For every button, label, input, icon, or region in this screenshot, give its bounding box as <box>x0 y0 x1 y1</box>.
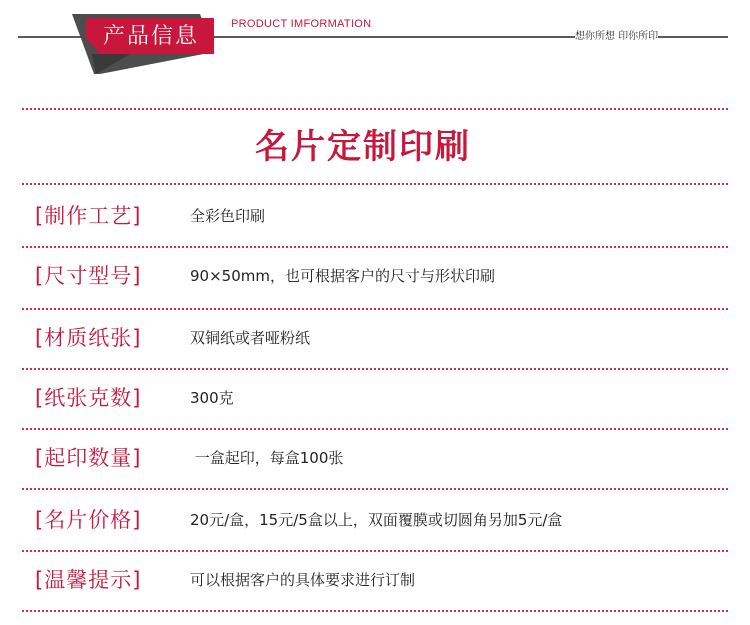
spec-label: [名片价格] <box>35 508 142 532</box>
spec-value: 90×50mm，也可根据客户的尺寸与形状印刷 <box>190 267 495 285</box>
divider-bottom <box>22 610 728 612</box>
header-subtitle-en: PRODUCT IMFORMATION <box>231 18 372 30</box>
spec-row-process <box>0 186 750 246</box>
spec-value: 全彩色印刷 <box>190 207 266 225</box>
spec-label: [制作工艺] <box>35 204 142 228</box>
spec-row-quantity <box>0 428 750 488</box>
spec-value: 双铜纸或者哑粉纸 <box>190 329 311 347</box>
spec-row-weight <box>0 368 750 428</box>
badge-title: 产品信息 <box>102 24 199 49</box>
spec-row-tips <box>0 550 750 610</box>
spec-label: [温馨提示] <box>35 568 142 592</box>
spec-label: [材质纸张] <box>35 326 142 350</box>
spec-row-paper <box>0 308 750 368</box>
spec-value: 一盒起印，每盒100张 <box>190 449 344 467</box>
spec-value: 可以根据客户的具体要求进行订制 <box>190 571 416 589</box>
header-slogan: 想你所想 印你所印 <box>575 27 658 42</box>
spec-label: [起印数量] <box>35 446 142 470</box>
spec-row-size <box>0 246 750 306</box>
section-header <box>0 0 750 82</box>
page-title: 名片定制印刷 <box>255 127 471 167</box>
spec-value: 300克 <box>190 389 234 407</box>
spec-label: [纸张克数] <box>35 386 142 410</box>
divider <box>22 183 728 185</box>
spec-row-price <box>0 490 750 550</box>
spec-label: [尺寸型号] <box>35 264 142 288</box>
spec-value: 20元/盒，15元/5盒以上，双面覆膜或切圆角另加5元/盒 <box>190 511 563 529</box>
divider-top <box>22 108 728 110</box>
